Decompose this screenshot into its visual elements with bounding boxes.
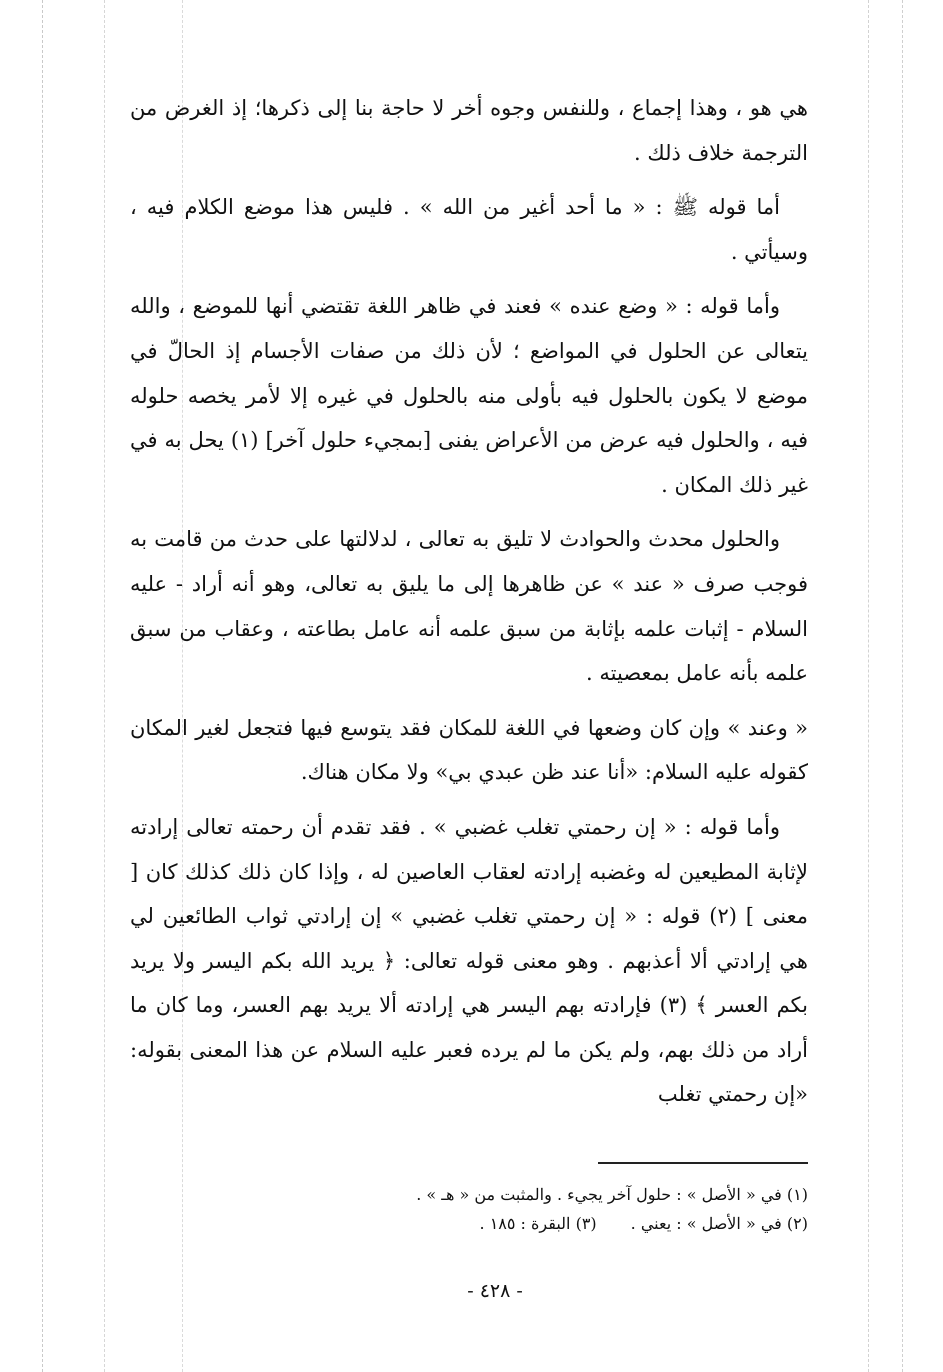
footnote-2-3 [130,1209,808,1238]
footnotes [130,1180,808,1238]
footnote-3: (٣) البقرة : ١٨٥ . [479,1214,597,1233]
scan-guide-line [868,0,869,1372]
scan-guide-line [42,0,43,1372]
paragraph-wa-inda: « وعند » وإن كان وضعها في اللغة للمكان فقد يتوسع فيها فتجعل لغير المكان كقوله عليه السلام: «أنا عند ظن عبدي بي» ولا مكان هناك. [130,715,808,785]
page-number: - ٤٢٨ - [467,1280,523,1302]
footnote-1: (١) في « الأصل » : حلول آخر يجيء . والمثبت من « هـ » . [416,1185,808,1204]
footnote-2: (٢) في « الأصل » : يعني . [630,1214,808,1233]
paragraph-rahmati: وأما قوله : « إن رحمتي تغلب غضبي » . فقد تقدم أن رحمته تعالى إرادته لإثابة المطيعين له وغضبه إرادته لعقاب العاصين له ، وإذا كان ذلك كذلك كان [ معنى ] (٢) قوله : « إن رحمتي تغلب غضبي » إن إرادتي ثواب الطائعين لي هي إرادتي ألا أعذبهم . وهو معنى قوله تعالى: ﴿ يريد الله بكم اليسر ولا يريد بكم العسر ﴾ (٣) فإرادته بهم اليسر هي إرادته ألا يريد بهم العسر، وما كان ما أراد من ذلك بهم، ولم يكن ما لم يرده فعبر عليه السلام عن هذا المعنى بقوله: «إن رحمتي تغلب [130,814,808,1107]
footnote-separator [598,1162,808,1164]
paragraph-wada-indahu: وأما قوله : « وضع عنده » فعند في ظاهر اللغة تقتضي أنها للموضع ، والله يتعالى عن الحلول في المواضع ؛ لأن ذلك من صفات الأجسام إذ الحالّ في موضع لا يكون بالحلول فيه بأولى منه بالحلول في غيره إلا لأمر يخصه حلوله فيه ، والحلول فيه عرض من الأعراض يفنى [بمجيء حلول آخر] (١) يحل به في غير ذلك المكان . [130,294,808,497]
scan-guide-line [104,0,105,1372]
paragraph-continuation: هي هو ، وهذا إجماع ، وللنفس وجوه أخر لا حاجة بنا إلى ذكرها؛ إذ الغرض من الترجمة خلاف ذلك . [130,96,808,165]
paragraph-al-hulul: والحلول محدث والحوادث لا تليق به تعالى ، لدلالتها على حدث من قامت به فوجب صرف « عند » عن ظاهرها إلى ما يليق به تعالى، وهو أنه أراد - عليه السلام - إثبات علمه بإثابة من سبق علمه أنه عامل بطاعته ، وعقاب من سبق علمه بأنه عامل بمعصيته . [130,527,808,686]
main-text [130,86,808,1127]
scan-guide-line [902,0,903,1372]
paragraph-ma-ahad-aghyar: أما قوله ﷺ : « ما أحد أغير من الله » . فليس هذا موضع الكلام فيه ، وسيأتي . [130,195,808,264]
